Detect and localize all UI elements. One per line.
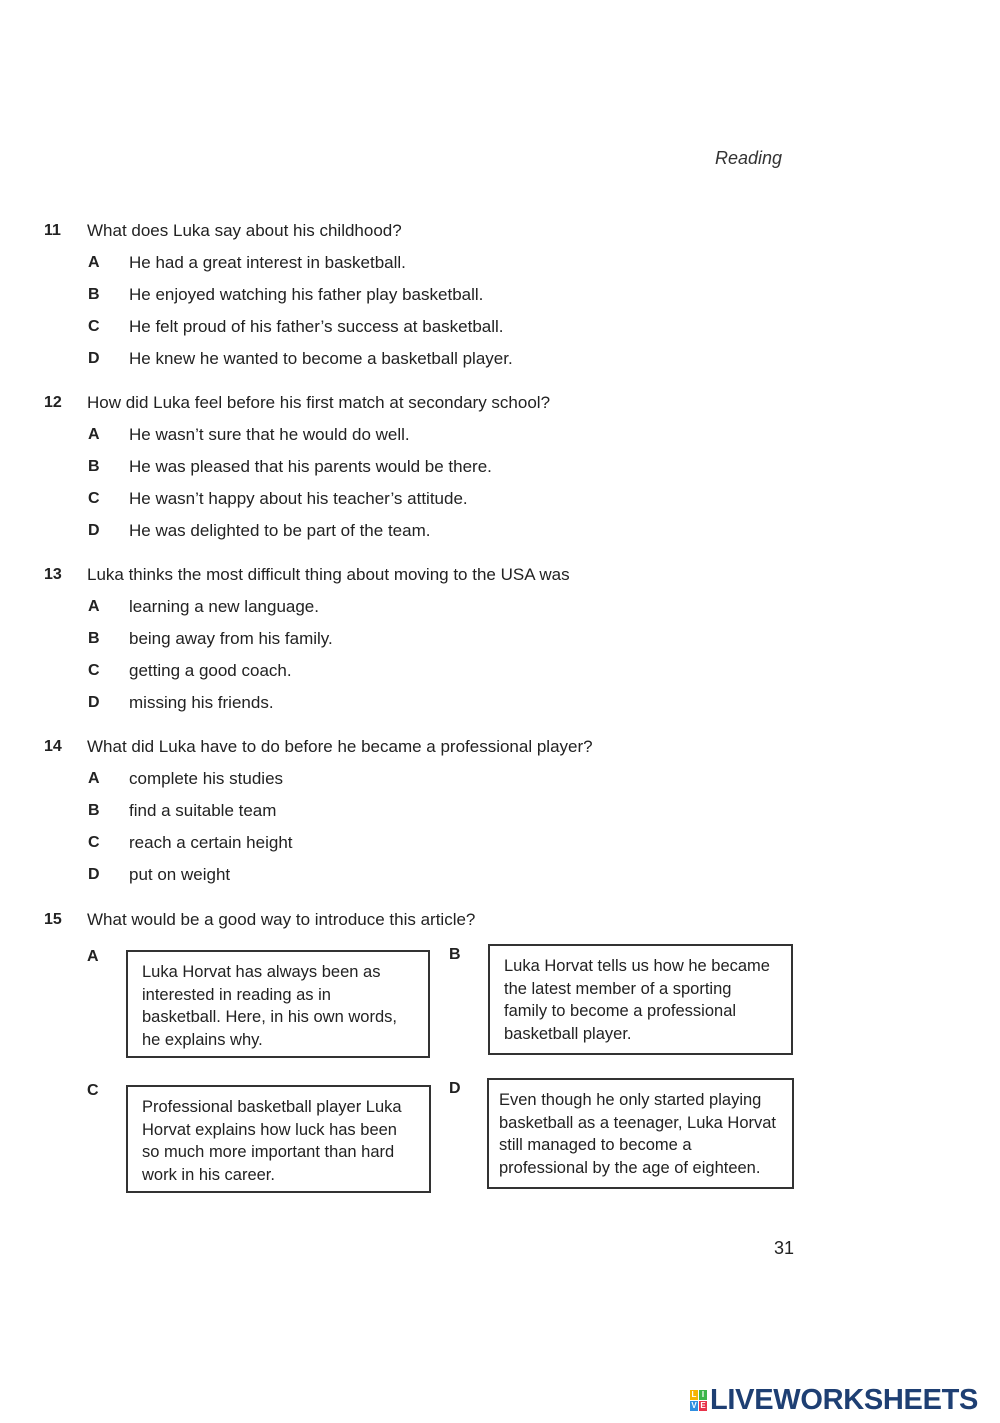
option-letter: C bbox=[88, 834, 100, 851]
option-letter: C bbox=[88, 318, 100, 335]
option-text: He was delighted to be part of the team. bbox=[129, 521, 431, 540]
option-c[interactable] bbox=[44, 311, 804, 343]
option-letter-c: C bbox=[87, 1082, 99, 1099]
option-text: He had a great interest in basketball. bbox=[129, 253, 406, 272]
option-letter: D bbox=[88, 694, 100, 711]
option-letter: C bbox=[88, 490, 100, 507]
liveworksheets-logo bbox=[690, 1384, 978, 1417]
option-text: learning a new language. bbox=[129, 597, 319, 616]
option-letter: C bbox=[88, 662, 100, 679]
option-d[interactable] bbox=[44, 343, 804, 375]
option-letter: A bbox=[88, 598, 100, 615]
option-a[interactable] bbox=[44, 247, 804, 279]
option-box-b[interactable]: Luka Horvat tells us how he became the latest member of a sporting family to become a professional basketball player. bbox=[488, 944, 793, 1055]
option-letter-d: D bbox=[449, 1080, 461, 1097]
question-number: 14 bbox=[44, 738, 62, 755]
question-number: 15 bbox=[44, 911, 62, 928]
question-text: What did Luka have to do before he became a professional player? bbox=[87, 737, 593, 756]
option-letter: A bbox=[88, 426, 100, 443]
option-text: He knew he wanted to become a basketball player. bbox=[129, 349, 513, 368]
question-11 bbox=[44, 219, 804, 375]
option-d[interactable] bbox=[44, 515, 804, 547]
option-text: He enjoyed watching his father play basketball. bbox=[129, 285, 484, 304]
option-a[interactable] bbox=[44, 763, 804, 795]
option-b[interactable] bbox=[44, 623, 804, 655]
option-box-d[interactable]: Even though he only started playing basketball as a teenager, Luka Horvat still managed to become a professional by the age of eighteen. bbox=[487, 1078, 794, 1189]
option-text: find a suitable team bbox=[129, 801, 277, 820]
logo-text: LIVEWORKSHEETS bbox=[710, 1384, 979, 1416]
option-letter-b: B bbox=[449, 946, 461, 963]
option-c[interactable] bbox=[44, 655, 804, 687]
option-b[interactable] bbox=[44, 451, 804, 483]
option-letter: B bbox=[88, 286, 100, 303]
question-text: How did Luka feel before his first match at secondary school? bbox=[87, 393, 551, 412]
option-c[interactable] bbox=[44, 483, 804, 515]
option-text: complete his studies bbox=[129, 769, 284, 788]
option-box-c[interactable]: Professional basketball player Luka Horvat explains how luck has been so much more important than hard work in his career. bbox=[126, 1085, 431, 1193]
option-box-a[interactable]: Luka Horvat has always been as interested in reading as in basketball. Here, in his own words, he explains why. bbox=[126, 950, 430, 1058]
option-text: getting a good coach. bbox=[129, 661, 292, 680]
option-a[interactable] bbox=[44, 591, 804, 623]
option-c[interactable] bbox=[44, 827, 804, 859]
option-letter: D bbox=[88, 866, 100, 883]
question-13 bbox=[44, 563, 804, 719]
option-letter: B bbox=[88, 630, 100, 647]
option-d[interactable] bbox=[44, 687, 804, 719]
option-text: missing his friends. bbox=[129, 693, 274, 712]
option-text: He wasn’t happy about his teacher’s attitude. bbox=[129, 489, 468, 508]
section-header: Reading bbox=[715, 148, 783, 168]
question-15 bbox=[44, 908, 804, 932]
option-b[interactable] bbox=[44, 795, 804, 827]
option-text: reach a certain height bbox=[129, 833, 293, 852]
option-letter: A bbox=[88, 770, 100, 787]
option-letter-a: A bbox=[87, 948, 99, 965]
question-number: 13 bbox=[44, 566, 62, 583]
question-number: 11 bbox=[44, 222, 61, 239]
question-12 bbox=[44, 391, 804, 547]
logo-tiles-icon: L I V E bbox=[691, 1390, 706, 1410]
question-text: What does Luka say about his childhood? bbox=[87, 221, 402, 240]
option-b[interactable] bbox=[44, 279, 804, 311]
option-letter: A bbox=[88, 254, 100, 271]
option-text: He was pleased that his parents would be there. bbox=[129, 457, 492, 476]
question-14 bbox=[44, 735, 804, 891]
option-text: He wasn’t sure that he would do well. bbox=[129, 425, 410, 444]
option-text: put on weight bbox=[129, 865, 231, 884]
option-letter: D bbox=[88, 522, 100, 539]
option-d[interactable] bbox=[44, 859, 804, 891]
question-text: What would be a good way to introduce this article? bbox=[87, 910, 476, 929]
option-text: being away from his family. bbox=[129, 629, 333, 648]
option-letter: B bbox=[88, 802, 100, 819]
option-letter: B bbox=[88, 458, 100, 475]
option-text: He felt proud of his father’s success at basketball. bbox=[129, 317, 504, 336]
option-a[interactable] bbox=[44, 419, 804, 451]
page-number: 31 bbox=[774, 1238, 795, 1258]
option-letter: D bbox=[88, 350, 100, 367]
question-number: 12 bbox=[44, 394, 62, 411]
question-text: Luka thinks the most difficult thing about moving to the USA was bbox=[87, 565, 570, 584]
